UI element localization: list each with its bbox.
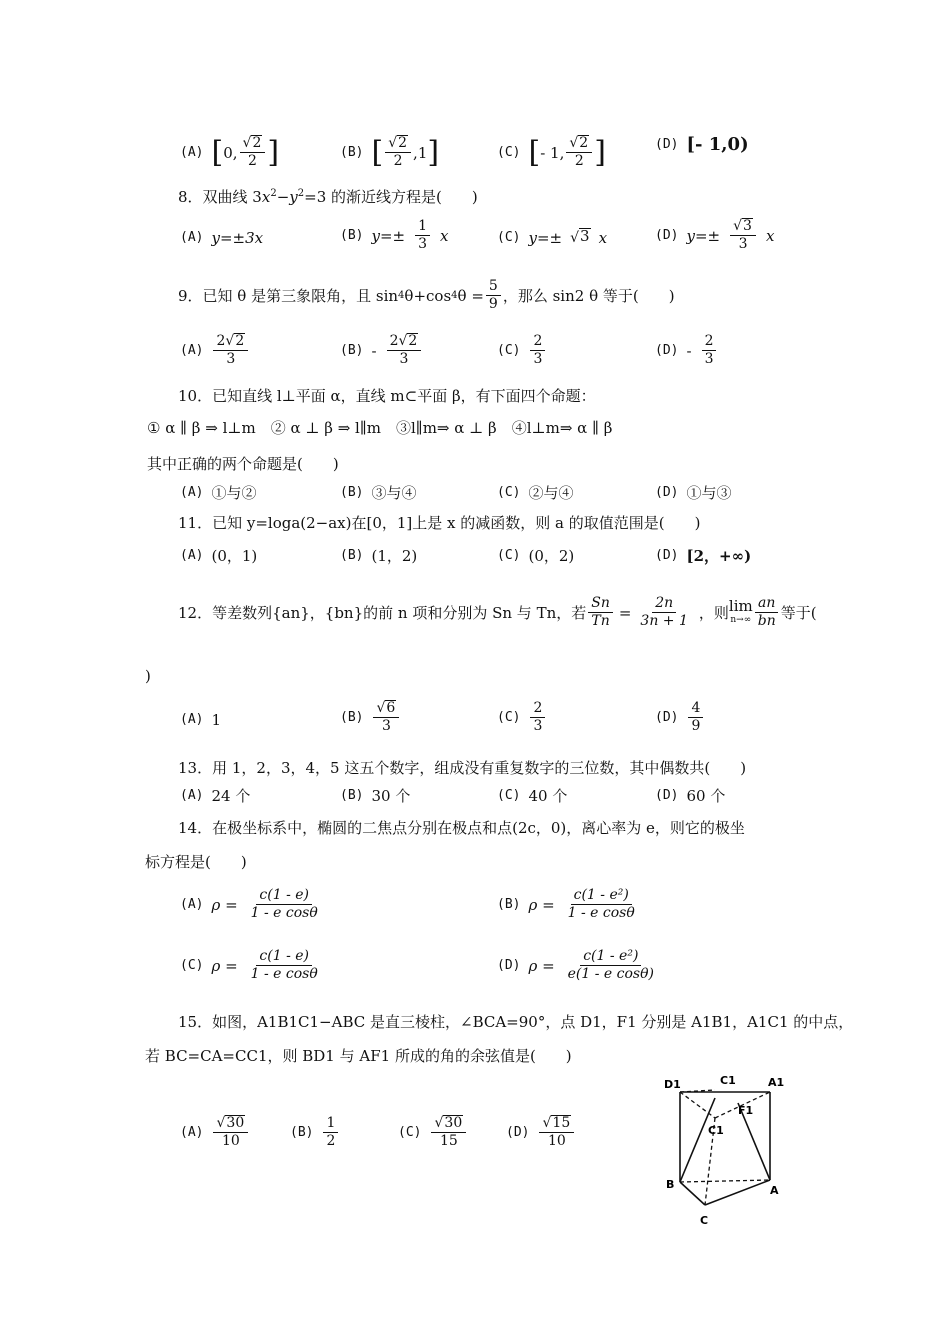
label-c1-top: C1 [720, 1074, 736, 1087]
q11-option-c[interactable]: (C) (0，2) [497, 547, 575, 565]
q13-option-c[interactable]: (C) 40 个 [497, 787, 568, 805]
label-f1: F1 [738, 1104, 754, 1117]
q11-option-d[interactable]: (D) [2，+∞) [655, 547, 752, 565]
q10-stem: 10．已知直线 l⊥平面 α，直线 m⊂平面 β，有下面四个命题： [178, 387, 596, 405]
q10-question: 其中正确的两个命题是( ) [147, 455, 339, 473]
q14-option-b[interactable]: (B) ρ = $\frac{\text{c(1 - e²)}}{\text{1 - e cosθ}}$ [497, 887, 635, 921]
q8-option-a[interactable]: (A) y=±3x [180, 229, 264, 247]
q10-option-c[interactable]: (C) ②与④ [497, 484, 574, 502]
q12-option-a[interactable]: (A) 1 [180, 711, 222, 729]
q15-option-a[interactable]: (A) √ 30 10 [180, 1115, 250, 1150]
q7-option-d[interactable]: (D) [- 1,0) [655, 134, 749, 155]
q9-option-d[interactable]: (D) - $\frac{2}{3}$ [655, 333, 718, 368]
q10-propositions: ① α ∥ β ⇒ l⊥m ② α ⊥ β ⇒ l∥m ③l∥m⇒ α ⊥ β ④l⊥m⇒ α ∥ β [147, 419, 613, 437]
q7-option-b[interactable]: (B) [ √ 2 2 ,1 ] [340, 134, 440, 170]
q11-option-b[interactable]: (B) (1，2) [340, 547, 418, 565]
q9-option-b[interactable]: (B) - 2 √ 2 3 [340, 333, 423, 368]
q9-option-a[interactable]: (A) 2 √ 2 3 [180, 333, 250, 368]
q15-option-d[interactable]: (D) √ 15 10 [506, 1115, 576, 1150]
q8-option-d[interactable]: (D) y=± √ 3 3 x [655, 218, 775, 252]
q12-option-b[interactable]: (B) √ 6 3 [340, 700, 401, 735]
q14-option-d[interactable]: (D) ρ = $\frac{\text{c(1 - e²)}}{\text{e(1 - e cosθ)}}$ [497, 948, 655, 982]
q15-stem-line1: 15．如图，A1B1C1−ABC 是直三棱柱，∠BCA=90°，点 D1，F1 分别是 A1B1，A1C1 的中点， [178, 1013, 854, 1031]
q10-option-d[interactable]: (D) ①与③ [655, 484, 732, 502]
q15-option-b[interactable]: (B) $\frac{1}{2}$ [290, 1115, 340, 1150]
q14-option-c[interactable]: (C) ρ = $\frac{c(1 - e)}{\text{1 - e cosθ}}$ [180, 948, 318, 982]
q12-close-paren: ) [145, 667, 151, 685]
label-c1: C1 [708, 1124, 724, 1137]
q9-option-c[interactable]: (C) $\frac{2}{3}$ [497, 333, 547, 368]
q8-stem: 8．双曲线 $3x^2-y^2=3$ 的渐近线方程是( ) [178, 188, 478, 206]
q14-option-a[interactable]: (A) ρ = $\frac{c(1 - e)}{\text{1 - e cosθ}}$ [180, 887, 318, 921]
prism-figure [660, 1070, 795, 1235]
label-b: B [666, 1178, 675, 1191]
q13-option-d[interactable]: (D) 60 个 [655, 787, 726, 805]
q14-stem-line1: 14．在极坐标系中，椭圆的二焦点分别在极点和点(2c，0)，离心率为 e，则它的极坐 [178, 819, 745, 837]
q13-stem: 13．用 1，2，3，4，5 这五个数字，组成没有重复数字的三位数，其中偶数共( ) [178, 759, 747, 777]
q11-option-a[interactable]: (A) (0，1) [180, 547, 258, 565]
q13-option-b[interactable]: (B) 30 个 [340, 787, 411, 805]
q8-option-b[interactable]: (B) y=± $\frac{1}{3}$ x [340, 218, 449, 252]
q7-option-c[interactable]: (C) [ - 1, √ 2 2 ] [497, 134, 606, 170]
label-c: C [700, 1214, 709, 1227]
q12-stem: 12．等差数列{an}，{bn}的前 n 项和分别为 Sn 与 Tn，若 $\frac{Sn}{Tn}$ = $\frac{2n}{3n + 1}$ ，则 lim n→∞ $\frac{an}{bn}$ 等于( [178, 595, 817, 629]
label-d1: D1 [664, 1078, 681, 1091]
q13-option-a[interactable]: (A) 24 个 [180, 787, 251, 805]
q11-stem: 11．已知 y=loga(2−ax)在[0，1]上是 x 的减函数，则 a 的取值范围是( ) [178, 514, 701, 532]
q9-stem: 9．已知 θ 是第三象限角，且 sin 4 θ+cos 4 θ = $\frac{5}{9}$ ，那么 sin2 θ 等于( ) [178, 278, 675, 312]
label-a1: A1 [768, 1076, 785, 1089]
q10-option-a[interactable]: (A) ①与② [180, 484, 257, 502]
q15-option-c[interactable]: (C) √ 30 15 [398, 1115, 468, 1150]
q10-option-b[interactable]: (B) ③与④ [340, 484, 417, 502]
label-a: A [770, 1184, 779, 1197]
q14-stem-line2: 标方程是( ) [145, 853, 247, 871]
q15-stem-line2: 若 BC=CA=CC1，则 BD1 与 AF1 所成的角的余弦值是( ) [145, 1047, 572, 1065]
q12-option-d[interactable]: (D) $\frac{4}{9}$ [655, 700, 705, 735]
q7-option-a[interactable]: (A) [ 0, √ 2 2 ] [180, 134, 280, 170]
q8-option-c[interactable]: (C) y=± √ 3 x [497, 227, 608, 247]
q12-option-c[interactable]: (C) $\frac{2}{3}$ [497, 700, 547, 735]
